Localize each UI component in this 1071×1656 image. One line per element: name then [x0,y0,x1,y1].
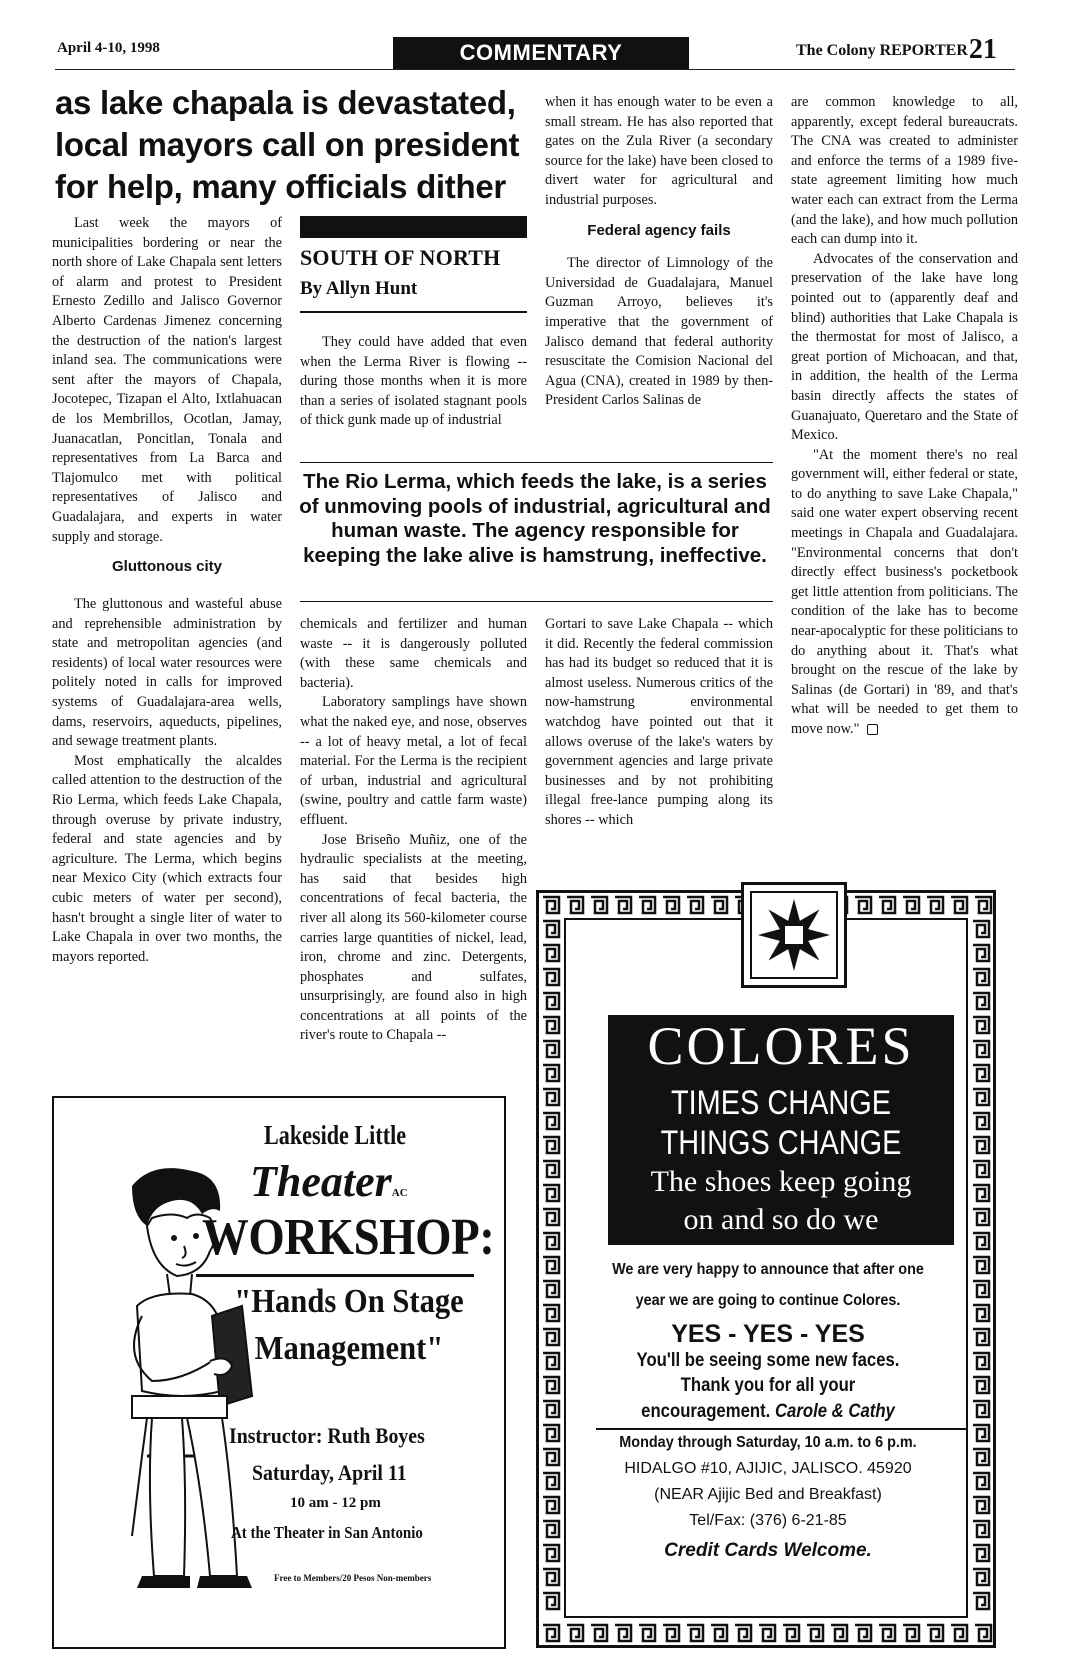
column-header-bar [300,216,527,238]
ad-theater-word: TheaterAC [250,1157,408,1206]
ad-signature: Carole & Cathy [774,1401,895,1422]
ad-address: HIDALGO #10, AJIJIC, JALISCO. 45920 [624,1460,912,1477]
pull-quote-rule-bottom [300,601,773,602]
masthead [796,34,997,66]
issue-date: April 4-10, 1998 [57,40,160,56]
article-column-1 [52,214,282,591]
subhead-federal-agency: Federal agency fails [587,221,731,239]
pull-quote-rule-top [300,462,773,463]
slogan-line: THINGS CHANGE [660,1124,902,1162]
article-headline: as lake chapala is devastated, local mayors call on president for help, many officials dither [55,84,520,205]
article-paragraph [791,446,1018,740]
pull-quote: The Rio Lerma, which feeds the lake, is a series of unmoving pools of industrial, agricultural and human waste. The agency responsible for keeping the lake alive is hamstrung, ineffective. [299,470,771,567]
article-column-3-cont [545,615,773,831]
ad-credit-cards: Credit Cards Welcome. [664,1540,872,1561]
colores-logo-frame [741,882,847,988]
end-of-story-icon [867,724,878,735]
ad-hours: Monday through Saturday, 10 a.m. to 6 p.m. [619,1434,917,1451]
ad-inner-panel [564,918,968,1618]
colores-brand: COLORES [608,1015,954,1077]
ad-workshop-title: WORKSHOP: [202,1209,495,1266]
article-column-3 [545,93,773,411]
slogan-line: on and so do we [683,1203,879,1236]
ad-title-underline [196,1274,474,1277]
byline-rule [300,311,527,313]
article-paragraph: Last week the mayors of municipalities bordering or near the north shore of Lake Chapala sent letters of alarm and protest to President Ernesto Zedillo and Jalisco Governor Alberto Cardenas Jimenez concerning the destruction of the nation's largest inland sea. The communications were sent after the mayors of Chapala, Jocotepec, Tizapan el Alto, Ixtlahuacan de los Membrillos, Ocotlan, Jamay, Juanacatlan, Poncitlan, Tonala and representatives from La Barca and Tlajomulco met with political representatives of Jalisco and Guadalajara, and experts in water supply and storage. [52,215,282,545]
slogan-block [608,1077,954,1245]
ad-message-line: You'll be seeing some new faces. [636,1350,900,1371]
ad-location: At the Theater in San Antonio [231,1523,423,1542]
ad-phone: Tel/Fax: (376) 6-21-85 [689,1512,847,1529]
article-column-2-cont [300,615,527,1046]
ad-theater-name: Lakeside Little [264,1120,407,1150]
colores-shoe-store-ad [536,890,996,1648]
article-paragraph: chemicals and fertilizer and human waste -- it is dangerously polluted (with these same chemicals and bacteria). [300,616,527,691]
article-column-1-cont [52,595,282,967]
ad-message-line: We are very happy to announce that after one [612,1261,924,1278]
article-paragraph: when it has enough water to be even a small stream. He has also reported that gates on the Zula River (a secondary source for the lake) have been closed to divert water for agricultural and industrial purposes. [545,94,773,208]
ad-yes-line: YES - YES - YES [671,1320,865,1348]
masthead-name: The Colony REPORTER [796,42,968,59]
article-paragraph: Most emphatically the alcaldes called attention to the destruction of the Rio Lerma, which feeds Lake Chapala, through overuse by private industry, federal and state agencies and by agriculture. The Lerma, which begins near Mexico City (which extracts four cubic meters of water per second), hasn't brought a single liter of water to Lake Chapala in over two months, the mayors reported. [52,752,282,965]
slogan-line: TIMES CHANGE [671,1084,891,1122]
ad-divider [596,1428,968,1430]
subhead-gluttonous-city: Gluttonous city [112,558,222,576]
article-paragraph: Laboratory samplings have shown what the naked eye, and nose, observes -- a lot of heavy metal, a lot of fecal material. For the Lerma is the recipient of urban, industrial and agricultural (swine, poultry and cattle farm waste) effluent. [300,694,527,828]
article-paragraph: Gortari to save Lake Chapala -- which it did. Recently the federal commission has had its budget so reduced that it is almost useless. Numerous critics of the now-hamstrung environmental watchdog have pointed out that it allows overuse of the lake's waters by government agencies and large private businesses and by not prohibiting illegal free-lance pumping along its shores -- which [545,616,773,828]
ad-price: Free to Members/20 Pesos Non-members [274,1573,432,1583]
article-column-4 [791,93,1018,740]
ad-message-line: Thank you for all your [680,1375,856,1396]
page-number: 21 [968,34,997,65]
theater-workshop-ad [52,1096,506,1649]
ad-time: 10 am - 12 pm [290,1495,381,1511]
sun-flower-logo-icon [752,893,836,977]
ad-message-line: year we are going to continue Colores. [635,1292,901,1309]
ad-landmark: (NEAR Ajijic Bed and Breakfast) [654,1486,882,1503]
column-name: SOUTH OF NORTH [300,245,501,270]
article-column-2 [300,333,527,431]
ad-workshop-topic: "Hands On Stage Management" [234,1283,464,1367]
article-paragraph: They could have added that even when the Lerma River is flowing -- during those months when it is more than a series of isolated stagnant pools of thick gunk made up of industrial [300,334,527,429]
closing-quote-text: "At the moment there's no real government will, either federal or state, to do anything to save Lake Chapala," said one water expert observing recent meetings in Chapala and Guadalajara. "Environmental concerns that don't directly effect business's pocketbook get little attention from politicians. The condition of the lake has to become near-apocalyptic for these politicians to do anything about it. That's what brought on the rescue of the lake by Salinas (de Gortari) in '89, and that's what will be needed to get them to move now." [791,446,1018,737]
ad-instructor: Instructor: Ruth Boyes [229,1423,425,1448]
ad-date: Saturday, April 11 [252,1460,407,1485]
article-paragraph: are common knowledge to all, apparently, except federal bureaucrats. The CNA was created to administer and enforce the terms of a 1989 five-state agreement limiting how much water each can extract from the Lerma (and the lake), and how much pollution each can dump into it. [791,94,1018,248]
header-rule [55,69,1015,70]
byline: By Allyn Hunt [300,278,418,299]
ad-signature-line: encouragement. Carole & Cathy [641,1401,895,1422]
section-title: COMMENTARY [393,37,689,69]
slogan-line: The shoes keep going [650,1165,912,1198]
article-paragraph: Advocates of the conservation and preservation of the lake have long pointed out to (apparently deaf and blind) authorities that Lake Chapala is the thermostat for most of Jalisco, a great portion of Michoacan, and that, in addition, the health of the Lerma basin directly affects the states of Guanajuato, Queretaro and the State of Mexico. [791,250,1018,444]
article-paragraph: The gluttonous and wasteful abuse and reprehensible administration by state and metropolitan agencies (and residents) of local water resources were politely noted in calls for improved systems of Guadalajara-area wells, dams, reservoirs, aqueducts, pipelines, and sewage treatment plants. [52,596,282,750]
article-paragraph: Jose Briseño Muñiz, one of the hydraulic specialists at the meeting, has said that besides high concentrations of fecal bacteria, the river all along its 560-kilometer course carries large quantities of nickel, lead, iron, chrome and zinc. Detergents, phosphates and sulfates, unsurprisingly, are found also in high concentrations at all points of the river's route to Chapala -- [300,831,527,1044]
article-paragraph: The director of Limnology of the Universidad de Guadalajara, Manuel Guzman Arroyo, believes it's imperative that the government of Jalisco demand that federal authority resuscitate the Comision Nacional del Agua (CNA), created in 1989 by then-President Carlos Salinas de [545,255,773,409]
